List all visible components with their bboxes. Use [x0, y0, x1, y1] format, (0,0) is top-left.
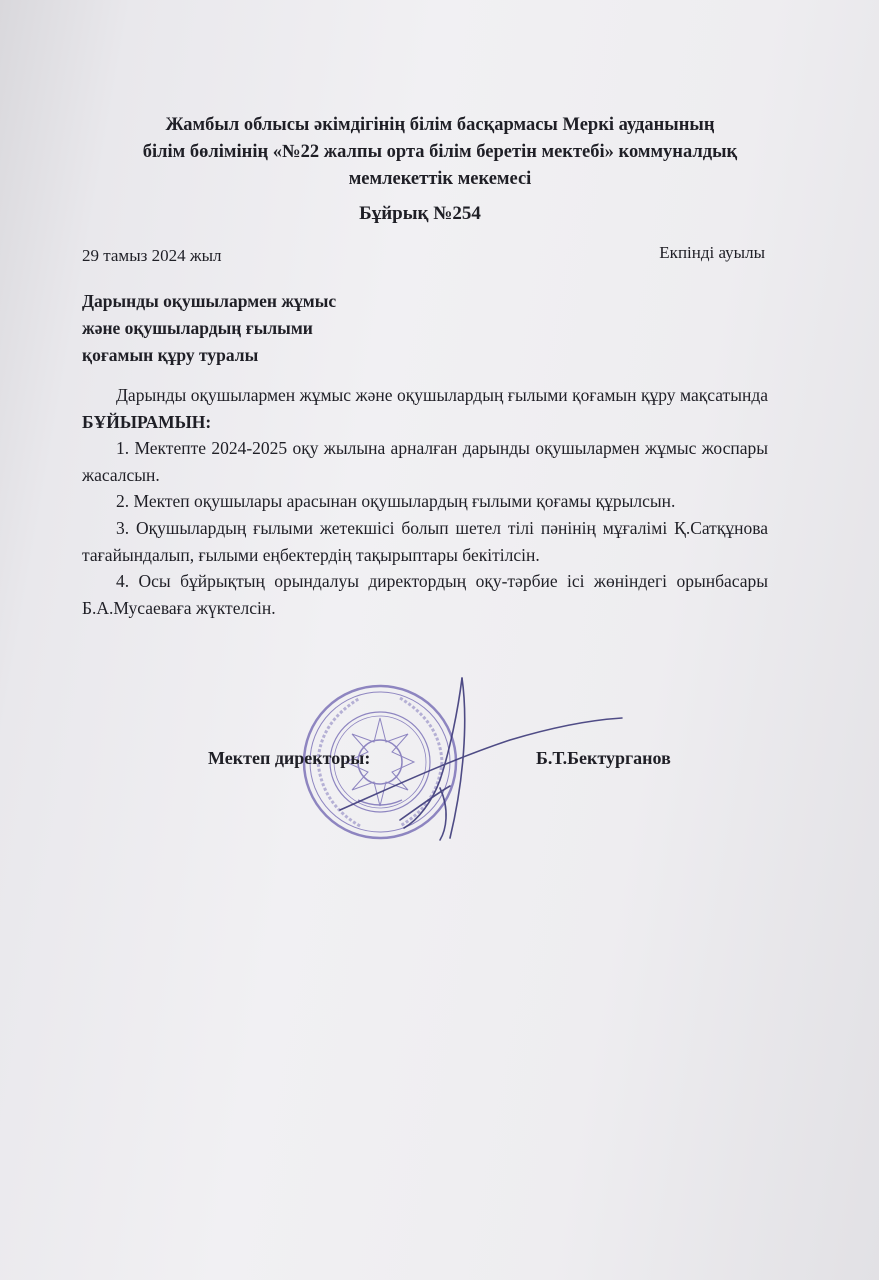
signature-icon	[300, 670, 640, 850]
header-line-2: білім бөлімінің «№22 жалпы орта білім беретін мектебі» коммуналдық	[142, 142, 738, 162]
intro-text: Дарынды оқушылармен жұмыс және оқушылардың ғылыми қоғамын құру мақсатында	[116, 385, 768, 405]
subject-line-1: Дарынды оқушылармен жұмыс	[82, 291, 337, 311]
order-title: Бұйрық №254	[359, 203, 481, 224]
signature-label: Мектеп директоры:	[208, 748, 371, 768]
signature-name: Б.Т.Бектурганов	[536, 748, 671, 768]
body-intro	[82, 382, 768, 435]
document-header	[60, 112, 820, 193]
order-body	[82, 382, 768, 621]
order-place: Екпінді ауылы	[659, 243, 765, 262]
header-line-1: Жамбыл облысы әкімдігінің білім басқармасы Меркі ауданының	[165, 115, 715, 135]
intro-command: БҰЙЫРАМЫН:	[82, 411, 212, 432]
body-item-1: 1. Мектепте 2024-2025 оқу жылына арналған дарынды оқушылармен жұмыс жоспары жасалсын.	[82, 438, 768, 485]
body-item-2: 2. Мектеп оқушылары арасынан оқушылардың ғылыми қоғамы құрылсын.	[116, 491, 676, 512]
order-subject	[82, 288, 336, 369]
subject-line-3: қоғамын құру туралы	[82, 345, 259, 365]
body-item-4: 4. Осы бұйрықтың орындалуы директордың оқу-тәрбие ісі жөніндегі орынбасары Б.А.Мусаеваға жүктелсін.	[82, 571, 768, 618]
order-date: 29 тамыз 2024 жыл	[82, 246, 222, 265]
body-item-3: 3. Оқушылардың ғылыми жетекшісі болып шетел тілі пәнінің мұғалімі Қ.Сатқұнова тағайындалып, ғылыми еңбектердің тақырыптары бекітілсін.	[82, 517, 768, 565]
subject-line-2: және оқушылардың ғылыми	[82, 318, 313, 338]
header-line-3: мемлекеттік мекемесі	[348, 169, 532, 189]
